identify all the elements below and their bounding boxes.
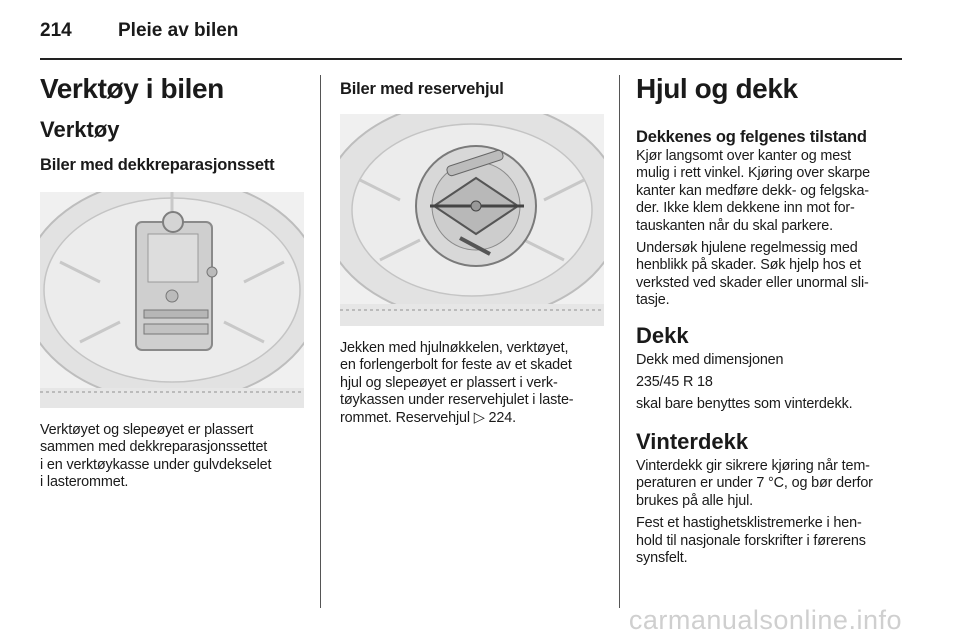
tire-size: 235/45 R 18 [636, 374, 713, 391]
section-title-reservehjul: Biler med reservehjul [340, 80, 504, 98]
section-title-dekk: Dekk [636, 322, 689, 348]
paragraph-spare-wheel: Jekken med hjulnøkkelen, verktøyet, en forlengerbolt for feste av et skadet hjul og slepeøyet er plassert i verk- tøykassen under reservehjulet i laste- rommet. Reservehjul ▷ 224. [340, 340, 574, 426]
column-divider-2 [619, 75, 620, 608]
section-title-dekkreparasjonssett: Biler med dekkreparasjonssett [40, 156, 275, 174]
section-heading-hjul-og-dekk: Hjul og dekk [636, 73, 798, 104]
watermark: carmanualsonline.info [628, 605, 902, 635]
column-left [40, 72, 306, 492]
section-title-vinterdekk: Vinterdekk [636, 428, 749, 454]
page-reference-arrow-icon: ▷ [473, 409, 485, 426]
illustration-spare-wheel [340, 114, 604, 326]
paragraph-repair-kit: Verktøyet og slepeøyet er plassert sammen med dekkreparasjonssettet i en verktøykasse under gulvdekselet i lasterommet. [40, 422, 272, 491]
subheading-verktoy: Verktøy [40, 117, 120, 142]
column-divider-1 [320, 75, 321, 608]
paragraph-winter-tires-1: Vinterdekk gir sikrere kjøring når tem- peraturen er under 7 °C, og bør derfor brukes på alle hjul. [636, 457, 873, 509]
chapter-title: Pleie av bilen [118, 20, 239, 41]
page-header [40, 20, 239, 42]
paragraph-winter-tires-2: Fest et hastighetsklistremerke i hen- hold til nasjonale forskrifter i førerens synsfelt. [636, 515, 866, 566]
paragraph-winter-only: skal bare benyttes som vinterdekk. [636, 396, 853, 413]
column-middle [340, 78, 606, 427]
section-title-dekkenes-tilstand: Dekkenes og felgenes tilstand [636, 128, 867, 146]
paragraph-dekk-dimension: Dekk med dimensjonen [636, 351, 784, 368]
column-right [636, 72, 904, 567]
page-reference-link[interactable]: 224. [484, 409, 516, 426]
illustration-repair-kit [40, 192, 304, 408]
paragraph-tire-condition-2: Undersøk hjulene regelmessig med henblikk på skader. Søk hjelp hos et verksted ved skader eller unormal sli- tasje. [636, 240, 869, 309]
section-heading-verktoy-i-bilen: Verktøy i bilen [40, 73, 224, 104]
header-rule [40, 58, 902, 60]
paragraph-tire-condition-1: Kjør langsomt over kanter og mest mulig i rett vinkel. Kjøring over skarpe kanter kan medføre dekk- og felgska- der. Ikke klem dekkene inn mot for- tauskanten når du skal parkere. [636, 148, 870, 234]
page-number: 214 [40, 20, 72, 41]
